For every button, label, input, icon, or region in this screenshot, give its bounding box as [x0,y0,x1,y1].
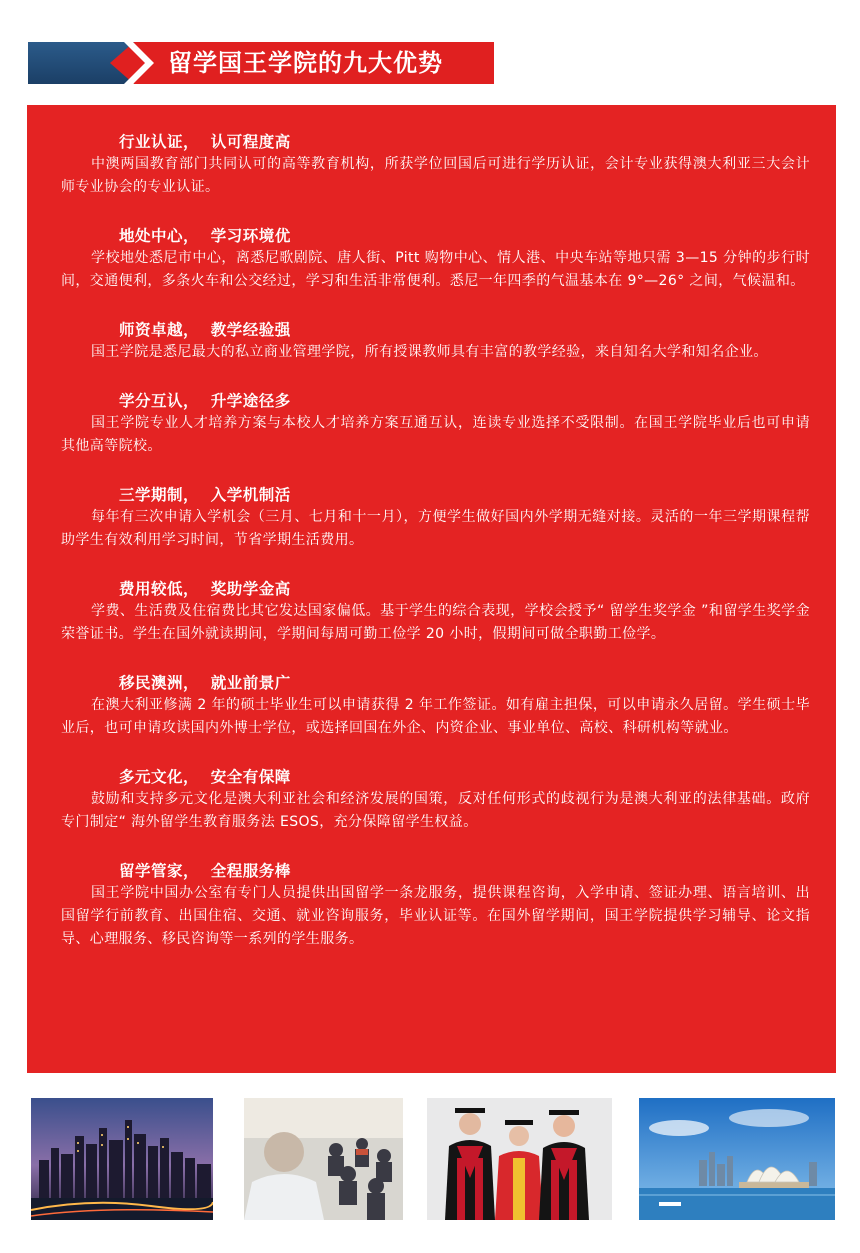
advantage-heading: 师资卓越， 教学经验强 [119,321,291,339]
advantage-body: 学校地处悉尼市中心，离悉尼歌剧院、唐人街、Pitt 购物中心、情人港、中央车站等地只需 3—15 分钟的步行时间，交通便利，多条火车和公交经过，学习和生活非常便利。悉尼一年四季的气温基本在 9°—26° 之间，气候温和。 [61,250,810,289]
advantage-body: 鼓励和支持多元文化是澳大利亚社会和经济发展的国策，反对任何形式的歧视行为是澳大利亚的法律基础。政府专门制定“ 海外留学生教育服务法 ESOS，充分保障留学生权益。 [61,791,810,830]
advantage-body: 每年有三次申请入学机会（三月、七月和十一月），方便学生做好国内外学期无缝对接。灵活的一年三学期课程帮助学生有效利用学习时间，节省学期生活费用。 [61,509,810,548]
advantage-item [61,766,810,834]
advantage-heading: 行业认证， 认可程度高 [119,133,291,151]
advantage-body: 国王学院中国办公室有专门人员提供出国留学一条龙服务，提供课程咨询，入学申请、签证办理、语言培训、出国留学行前教育、出国住宿、交通、就业咨询服务，毕业认证等。在国外留学期间，国王学院提供学习辅导、论文指导、心理服务、移民咨询等一系列的学生服务。 [61,885,810,947]
advantage-heading: 移民澳洲， 就业前景广 [119,674,291,692]
advantage-heading: 学分互认， 升学途径多 [119,392,291,410]
advantage-item [61,578,810,646]
advantage-body: 学费、生活费及住宿费比其它发达国家偏低。基于学生的综合表现，学校会授予“ 留学生奖学金 ”和留学生奖学金荣誉证书。学生在国外就读期间，学期间每周可勤工俭学 20 小时，假期间可做全职勤工俭学。 [61,603,810,642]
page-title: 留学国王学院的九大优势 [168,49,443,77]
advantage-body: 国王学院专业人才培养方案与本校人才培养方案互通互认，连读专业选择不受限制。在国王学院毕业后也可申请其他高等院校。 [61,415,810,454]
advantage-body: 中澳两国教育部门共同认可的高等教育机构，所获学位回国后可进行学历认证，会计专业获得澳大利亚三大会计师专业协会的专业认证。 [61,156,810,195]
graduation-professors-photo [427,1098,612,1220]
advantage-item [61,672,810,740]
classroom-lecture-photo [244,1098,403,1220]
advantage-body: 在澳大利亚修满 2 年的硕士毕业生可以申请获得 2 年工作签证。如有雇主担保，可以申请永久居留。学生硕士毕业后，也可申请攻读国内外博士学位，或选择回国在外企、内资企业、事业单位、高校、科研机构等就业。 [61,697,810,736]
photo-strip [0,1098,860,1220]
advantage-body: 国王学院是悉尼最大的私立商业管理学院，所有授课教师具有丰富的教学经验，来自知名大学和知名企业。 [91,344,768,360]
advantage-item [61,860,810,951]
sydney-opera-house-photo [639,1098,835,1220]
advantage-heading: 费用较低， 奖助学金高 [119,580,291,598]
section-banner [28,42,494,84]
city-skyline-night-photo [31,1098,213,1220]
advantage-item [61,390,810,458]
advantage-item [61,131,810,199]
advantage-heading: 三学期制， 入学机制活 [119,486,291,504]
advantages-panel [27,105,836,1073]
advantage-heading: 多元文化， 安全有保障 [119,768,291,786]
advantage-heading: 留学管家， 全程服务棒 [119,862,291,880]
advantage-item [61,484,810,552]
advantage-heading: 地处中心， 学习环境优 [119,227,291,245]
advantage-item [61,225,810,293]
advantage-item [61,319,810,364]
